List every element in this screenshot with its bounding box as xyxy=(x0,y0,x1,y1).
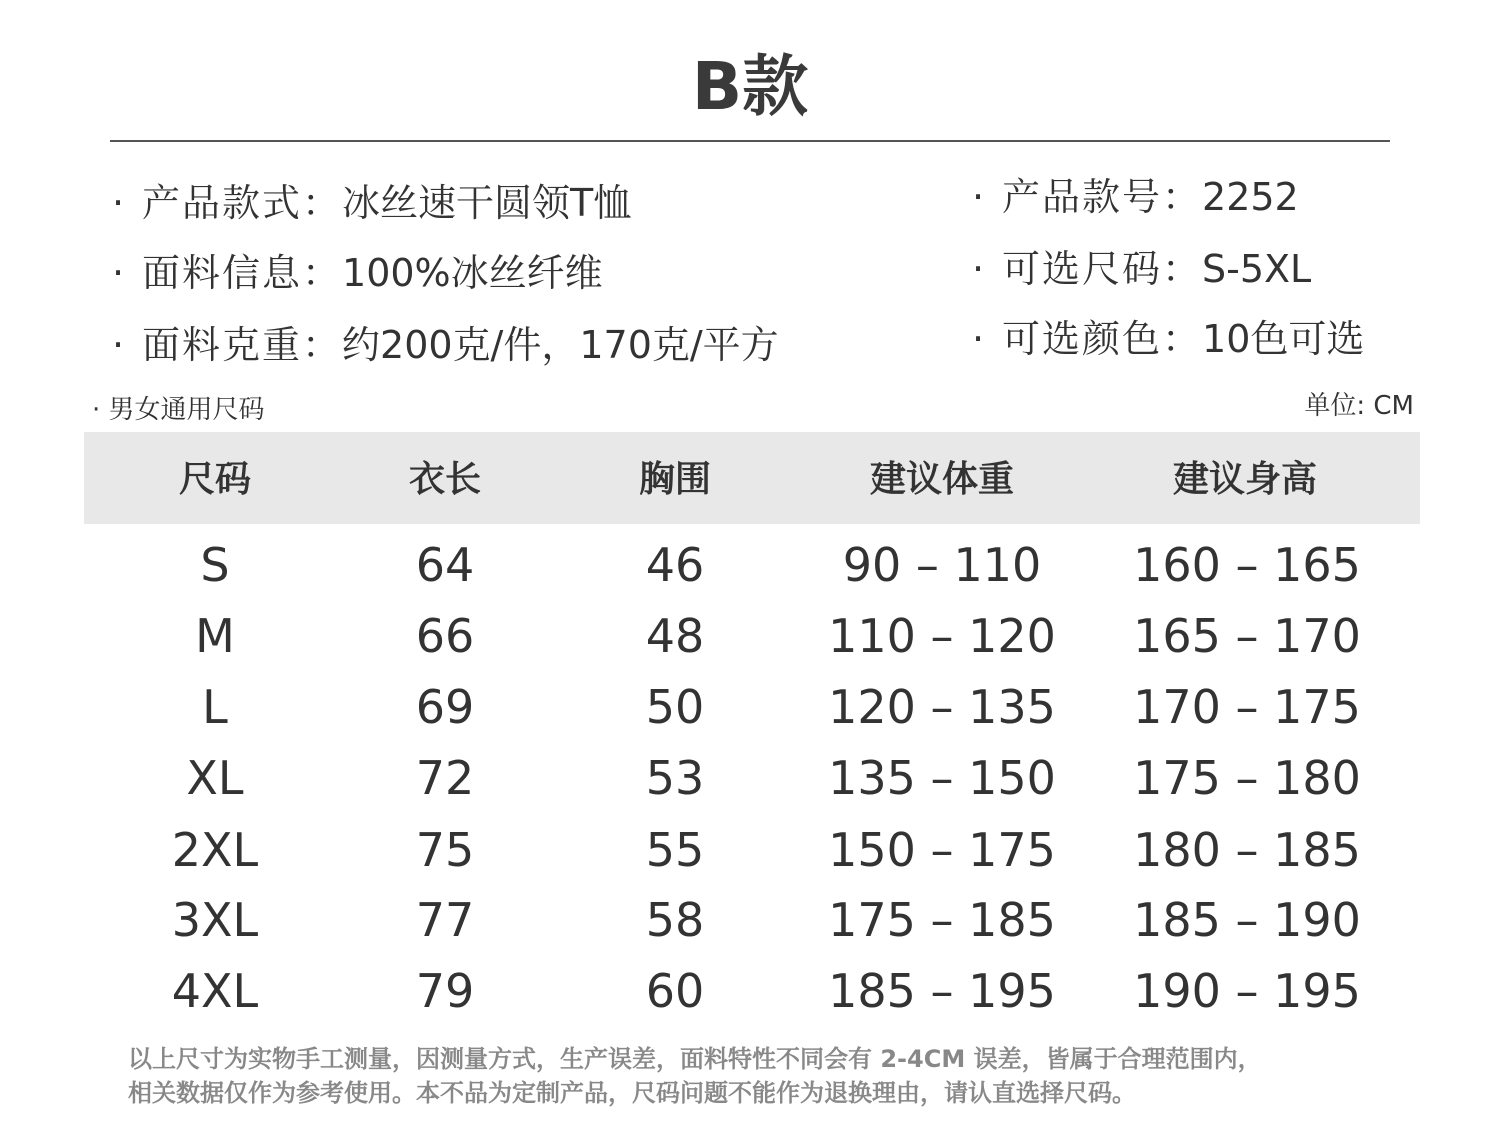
table-cell-length: 69 xyxy=(415,680,475,734)
info-weight-label: 面料克重： xyxy=(142,323,343,367)
table-cell-height: 180 – 185 xyxy=(1133,823,1361,877)
table-cell-height: 190 – 195 xyxy=(1133,964,1361,1018)
table-cell-size: L xyxy=(202,680,228,734)
table-cell-chest: 55 xyxy=(645,823,705,877)
column-header-weight: 建议体重 xyxy=(869,459,1014,500)
table-cell-length: 72 xyxy=(415,751,475,805)
table-cell-weight: 150 – 175 xyxy=(828,823,1056,877)
table-cell-size: 4XL xyxy=(171,964,259,1018)
table-cell-weight: 175 – 185 xyxy=(828,893,1056,947)
unit-label: 单位: CM xyxy=(1304,391,1414,421)
table-cell-chest: 53 xyxy=(645,751,705,805)
info-style xyxy=(112,178,631,228)
table-cell-size: 3XL xyxy=(171,893,259,947)
table-cell-chest: 58 xyxy=(645,893,705,947)
table-cell-height: 175 – 180 xyxy=(1133,751,1361,805)
bullet: · xyxy=(112,323,125,367)
table-cell-length: 66 xyxy=(415,609,475,663)
table-cell-chest: 60 xyxy=(645,964,705,1018)
page-title: B款 xyxy=(691,48,809,125)
table-cell-height: 185 – 190 xyxy=(1133,893,1361,947)
info-fabric xyxy=(112,248,603,298)
table-cell-weight: 185 – 195 xyxy=(828,964,1056,1018)
column-header-height: 建议身高 xyxy=(1172,459,1317,500)
table-cell-length: 79 xyxy=(415,964,475,1018)
bullet: · xyxy=(112,251,125,295)
info-colors-label: 可选颜色： xyxy=(1002,317,1203,361)
info-model-value: 2252 xyxy=(1202,175,1299,219)
info-fabric-value: 100%冰丝纤维 xyxy=(342,251,603,295)
table-cell-height: 160 – 165 xyxy=(1133,538,1361,592)
info-sizes-label: 可选尺码： xyxy=(1002,247,1203,291)
table-cell-height: 165 – 170 xyxy=(1133,609,1361,663)
footnote-line-2: 相关数据仅作为参考使用。本不品为定制产品，尺码问题不能作为退换理由，请认直选择尺码。 xyxy=(128,1079,1136,1107)
table-cell-length: 64 xyxy=(415,538,475,592)
info-colors xyxy=(972,314,1364,364)
title-divider xyxy=(110,140,1390,142)
table-cell-weight: 135 – 150 xyxy=(828,751,1056,805)
table-cell-size: 2XL xyxy=(171,823,259,877)
table-cell-weight: 110 – 120 xyxy=(828,609,1056,663)
info-model-number xyxy=(972,172,1299,222)
unisex-size-note: · 男女通用尺码 xyxy=(92,395,265,425)
table-cell-chest: 46 xyxy=(645,538,705,592)
bullet: · xyxy=(972,247,985,291)
info-sizes xyxy=(972,244,1311,294)
info-weight-value: 约200克/件，170克/平方 xyxy=(342,323,779,367)
column-header-length: 衣长 xyxy=(408,459,481,500)
column-header-size: 尺码 xyxy=(178,459,251,500)
info-fabric-label: 面料信息： xyxy=(142,251,343,295)
table-cell-weight: 90 – 110 xyxy=(842,538,1042,592)
info-model-label: 产品款号： xyxy=(1002,175,1203,219)
info-weight xyxy=(112,320,779,370)
table-cell-weight: 120 – 135 xyxy=(828,680,1056,734)
bullet: · xyxy=(972,317,985,361)
footnote-line-1: 以上尺寸为实物手工测量，因测量方式，生产误差，面料特性不同会有 2-4CM 误差，皆属于合理范围内， xyxy=(128,1045,1262,1073)
table-cell-chest: 50 xyxy=(645,680,705,734)
table-cell-size: S xyxy=(200,538,230,592)
info-sizes-value: S-5XL xyxy=(1202,247,1312,291)
info-style-value: 冰丝速干圆领T恤 xyxy=(342,181,632,225)
info-colors-value: 10色可选 xyxy=(1202,317,1365,361)
table-cell-length: 75 xyxy=(415,823,475,877)
bullet: · xyxy=(972,175,985,219)
table-cell-length: 77 xyxy=(415,893,475,947)
table-cell-size: M xyxy=(195,609,235,663)
table-cell-chest: 48 xyxy=(645,609,705,663)
column-header-chest: 胸围 xyxy=(638,459,711,500)
bullet: · xyxy=(112,181,125,225)
table-cell-height: 170 – 175 xyxy=(1133,680,1361,734)
table-cell-size: XL xyxy=(186,751,244,805)
info-style-label: 产品款式： xyxy=(142,181,343,225)
